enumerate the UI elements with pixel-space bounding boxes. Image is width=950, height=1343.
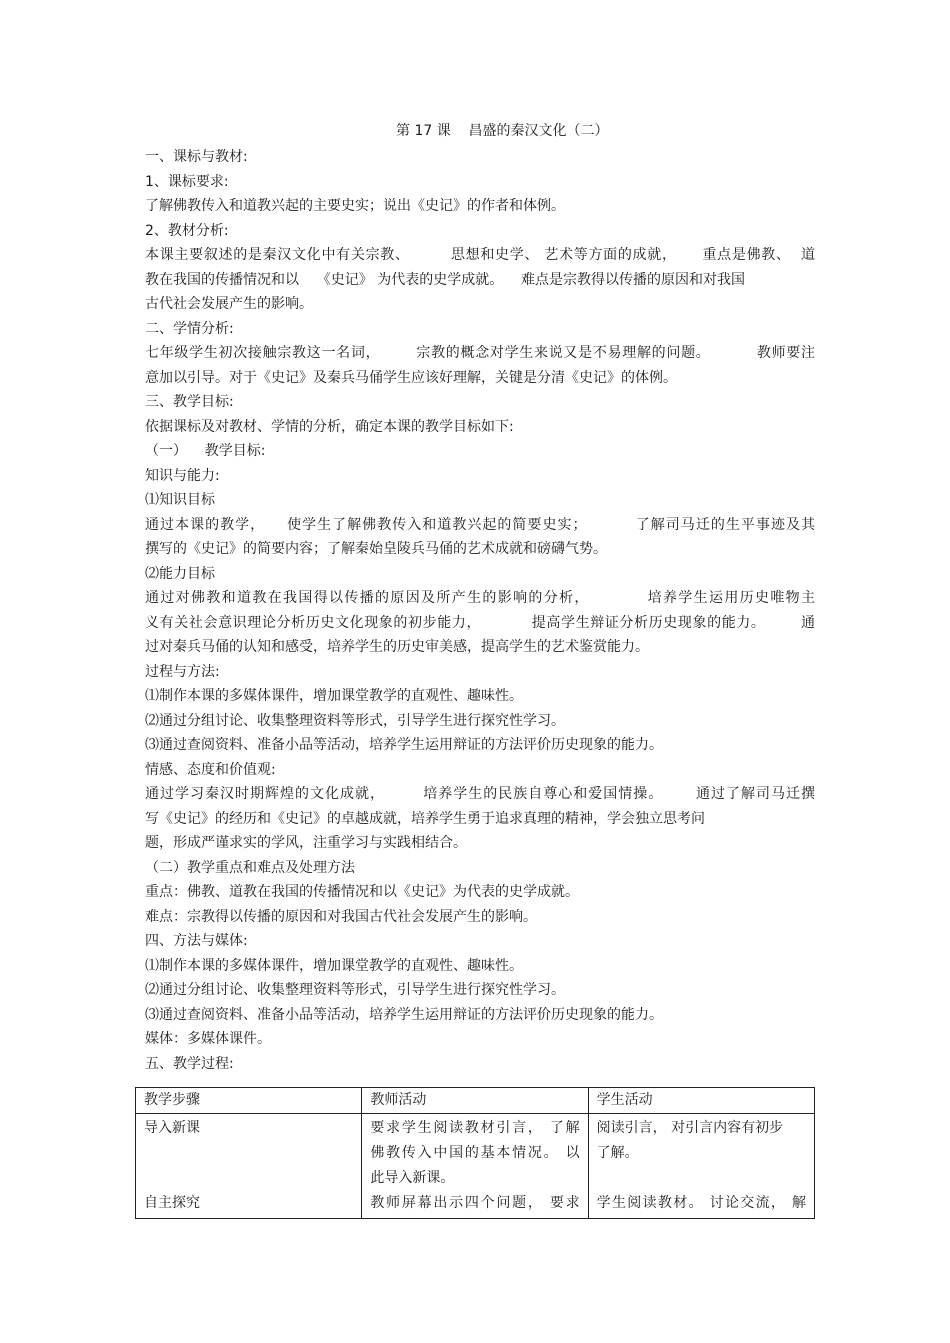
text-line: （二）教学重点和难点及处理方法 [145,859,355,876]
table-cell-step [136,1114,362,1219]
table-header-cell: 教学步骤 [136,1088,362,1114]
table-row [136,1114,815,1219]
table-header-cell: 学生活动 [588,1088,814,1114]
text-line: 依据课标及对教材、学情的分析，确定本课的教学目标如下: [145,418,514,435]
teacher-activity-line: 要求学生阅读教材引言， 了解 [370,1120,580,1136]
text-line: 一、课标与教材: [145,149,248,165]
text-line: ⑴制作本课的多媒体课件，增加课堂教学的直观性、趣味性。 [145,957,523,974]
text-line: 情感、态度和价值观: [145,761,276,778]
text-line: 义有关社会意识理论分析历史文化现象的初步能力， 提高学生辩证分析历史现象的能力。 通 [145,614,815,631]
text-line: （一） 教学目标: [145,443,266,459]
text-line: ⑴知识目标 [145,492,215,508]
text-line: 了解佛教传入和道教兴起的主要史实；说出《史记》的作者和体例。 [145,198,565,214]
text-line: ⑴制作本课的多媒体课件，增加课堂教学的直观性、趣味性。 [145,688,523,704]
text-line: 七年级学生初次接触宗教这一名词， 宗教的概念对学生来说又是不易理解的问题。 教师要注 [145,345,815,361]
text-line: 过程与方法: [145,663,220,680]
student-activity-line: 学生阅读教材。 讨论交流， 解 [596,1195,806,1211]
text-line: 难点：宗教得以传播的原因和对我国古代社会发展产生的影响。 [145,908,537,925]
text-line: 撰写的《史记》的简要内容；了解秦始皇陵兵马俑的艺术成就和磅礴气势。 [145,541,607,557]
text-line: 通过学习秦汉时期辉煌的文化成就， 培养学生的民族自尊心和爱国情操。 通过了解司马迁撰 [145,786,815,802]
text-line: ⑶通过查阅资料、准备小品等活动，培养学生运用辩证的方法评价历史现象的能力。 [145,1006,663,1023]
text-line: 五、教学过程: [145,1055,234,1072]
student-activity-line: 了解。 [596,1145,639,1161]
student-activity-line: 阅读引言， 对引言内容有初步 [596,1120,784,1136]
text-line: ⑵能力目标 [145,565,215,582]
text-line: 过对秦兵马俑的认知和感受，培养学生的历史审美感，提高学生的艺术鉴赏能力。 [145,639,649,655]
teacher-activity-line: 教师屏幕出示四个问题， 要求 [370,1195,580,1211]
text-line: 通过本课的教学， 使学生了解佛教传入和道教兴起的简要史实； 了解司马迁的生平事迹及其 [145,516,815,533]
text-line: 本课主要叙述的是秦汉文化中有关宗教、 思想和史学、 艺术等方面的成就， 重点是佛教、 道 [145,247,815,263]
text-line: ⑵通过分组讨论、收集整理资料等形式，引导学生进行探究性学习。 [145,982,565,998]
text-line: 知识与能力: [145,467,220,484]
text-line: 题，形成严谨求实的学风，注重学习与实践相结合。 [145,835,467,851]
text-line: 四、方法与媒体: [145,933,248,949]
teacher-activity-line: 佛教传入中国的基本情况。 以 [370,1145,580,1161]
text-line: 二、学情分析: [145,320,234,337]
text-line: ⑶通过查阅资料、准备小品等活动，培养学生运用辩证的方法评价历史现象的能力。 [145,737,663,753]
lesson-title: 第 17 课 昌盛的秦汉文化（二） [396,123,609,139]
table-cell-student [588,1114,814,1219]
text-line: 意加以引导。对于《史记》及秦兵马俑学生应该好理解，关键是分清《史记》的体例。 [145,369,677,386]
teacher-activity-line: 此导入新课。 [370,1170,455,1186]
teaching-process-table [135,1087,815,1219]
text-line: 写《史记》的经历和《史记》的卓越成就，培养学生勇于追求真理的精神，学会独立思考问 [145,810,705,827]
text-line: 教在我国的传播情况和以 《史记》 为代表的史学成就。 难点是宗教得以传播的原因和对我国 [145,271,746,288]
table-header-row [136,1088,815,1114]
table-cell-teacher [362,1114,588,1219]
document-body [145,145,815,1076]
table-header-cell: 教师活动 [362,1088,588,1114]
text-line: 三、教学目标: [145,394,234,410]
text-line: 2、教材分析: [145,222,229,239]
student-activity-line [597,1166,806,1191]
text-line: 1、课标要求: [145,173,229,190]
step-label: 导入新课 [144,1120,200,1136]
text-line: 古代社会发展产生的影响。 [145,296,313,312]
step-label: 自主探究 [144,1195,200,1211]
text-line: 媒体：多媒体课件。 [145,1031,271,1047]
text-line: 重点：佛教、道教在我国的传播情况和以《史记》为代表的史学成就。 [145,884,579,900]
text-line: ⑵通过分组讨论、收集整理资料等形式，引导学生进行探究性学习。 [145,712,565,729]
text-line: 通过对佛教和道教在我国得以传播的原因及所产生的影响的分析， 培养学生运用历史唯物主 [145,590,815,606]
